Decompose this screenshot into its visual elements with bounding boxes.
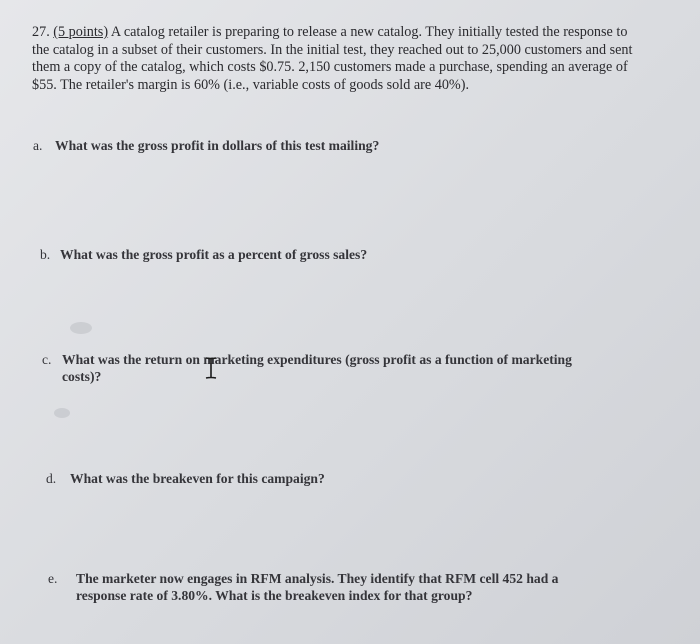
paper-smudge xyxy=(54,408,70,418)
question-e xyxy=(48,570,608,604)
paper-smudge xyxy=(70,322,92,334)
question-text: What was the return on marketing expenditures (gross profit as a function of marketing xyxy=(62,352,572,367)
question-text: What was the gross profit in dollars of this test mailing? xyxy=(55,138,380,153)
problem-points: (5 points) xyxy=(53,24,109,40)
question-letter: a. xyxy=(33,138,43,153)
question-b xyxy=(40,246,640,263)
question-letter: e. xyxy=(48,571,58,586)
question-letter: c. xyxy=(42,352,52,367)
question-a xyxy=(33,137,633,154)
question-text: What was the breakeven for this campaign? xyxy=(70,471,325,486)
question-c xyxy=(42,351,602,385)
problem-number: 27. xyxy=(32,24,50,40)
question-text-continued: response rate of 3.80%. What is the breakeven index for that group? xyxy=(76,588,473,603)
question-d xyxy=(46,470,646,487)
question-letter: d. xyxy=(46,471,57,486)
problem-statement xyxy=(32,24,642,94)
problem-text: A catalog retailer is preparing to release a new catalog. They initially tested the response to the catalog in a subset of their customers. In the initial test, they reached out to 25,000 customers and sent them a copy of the catalog, which costs $0.75. 2,150 customers made a purchase, spending an average of $55. The retailer's margin is 60% (i.e., variable costs of goods sold are 40%). xyxy=(32,24,633,93)
question-text-continued: costs)? xyxy=(62,369,102,384)
text-cursor-icon xyxy=(204,356,218,380)
question-text: What was the gross profit as a percent of gross sales? xyxy=(60,247,368,262)
question-letter: b. xyxy=(40,247,51,262)
question-text: The marketer now engages in RFM analysis. They identify that RFM cell 452 had a xyxy=(76,571,559,586)
